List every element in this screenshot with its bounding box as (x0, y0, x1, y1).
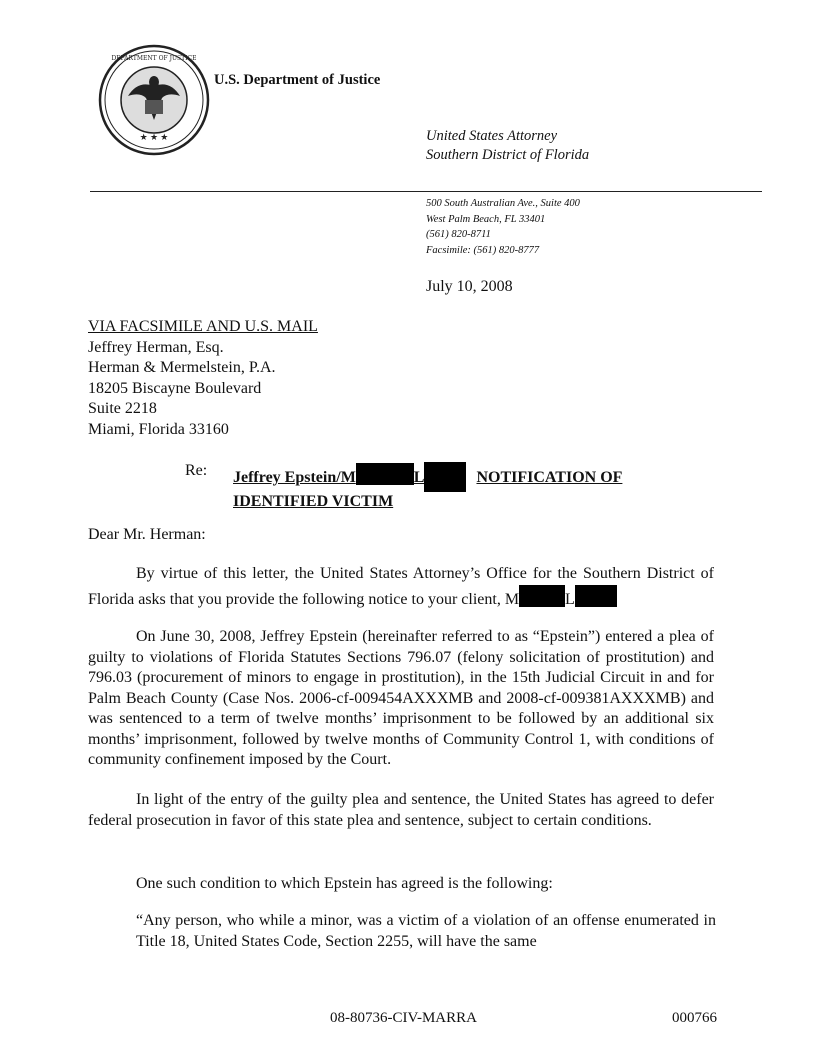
paragraph (88, 874, 714, 895)
footer-case-number: 08-80736-CIV-MARRA (330, 1010, 477, 1026)
office-block (426, 127, 589, 165)
paragraph-text: In light of the entry of the guilty plea and sentence, the United States has agreed to defer federal prosecution in favor of this state plea and sentence, subject to certain conditions. (88, 791, 714, 829)
letter-date: July 10, 2008 (426, 278, 513, 295)
paragraph-text: On June 30, 2008, Jeffrey Epstein (hereinafter referred to as “Epstein”) entered a plea of guilty to violations of Florida Statutes Sections 796.07 (felony solicitation of prostitution) and 796.03 (procurement of minors to engage in prostitution), in the 15th Judicial Circuit in and for Palm Beach County (Case Nos. 2006-cf-009454AXXXMB and 2008-cf-009381AXXXMB) and was sentenced to a term of twelve months’ imprisonment to be followed by an additional six months’ imprisonment, followed by twelve months of Community Control 1, with conditions of community confinement imposed by the Court. (88, 628, 714, 768)
address-line: (561) 820-8711 (426, 229, 491, 240)
re-subject-part: Jeffrey Epstein/M (233, 469, 356, 486)
re-subject (233, 462, 653, 512)
address-line: 500 South Australian Ave., Suite 400 (426, 198, 580, 209)
recipient-block (88, 317, 318, 440)
re-subject-line2: IDENTIFIED VICTIM (233, 493, 394, 510)
redaction-box (356, 463, 414, 485)
recipient-street: 18205 Biscayne Boulevard (88, 379, 262, 397)
redaction-box (424, 462, 466, 492)
paragraph (88, 790, 714, 831)
redaction-box (519, 585, 565, 607)
letterhead-divider (90, 191, 762, 192)
svg-text:★ ★ ★: ★ ★ ★ (139, 132, 169, 142)
delivery-method: VIA FACSIMILE AND U.S. MAIL (88, 318, 318, 335)
office-district: Southern District of Florida (426, 147, 590, 163)
paragraph-text: By virtue of this letter, the United States Attorney’s Office for the Southern District of Florida asks that you provide the following notice to your client, M (88, 565, 714, 608)
seal-text: DEPARTMENT OF JUSTICE (111, 55, 197, 62)
salutation: Dear Mr. Herman: (88, 526, 206, 543)
recipient-city: Miami, Florida 33160 (88, 420, 229, 438)
paragraph-text: One such condition to which Epstein has agreed is the following: (136, 875, 553, 892)
agency-name: U.S. Department of Justice (214, 72, 381, 88)
re-subject-part: NOTIFICATION OF (476, 469, 623, 486)
paragraph-text: “Any person, who while a minor, was a victim of a violation of an offense enumerated in Title 18, United States Code, Section 2255, will have the same (136, 912, 716, 950)
paragraph (88, 627, 714, 771)
address-line: Facsimile: (561) 820-8777 (426, 244, 540, 256)
redaction-box (575, 585, 617, 607)
recipient-name: Jeffrey Herman, Esq. (88, 338, 224, 356)
office-title: United States Attorney (426, 128, 558, 144)
paragraph-text: L (565, 590, 575, 608)
doj-seal-icon (98, 44, 210, 156)
doj-seal (98, 44, 210, 156)
footer-bates-number: 000766 (672, 1010, 717, 1026)
recipient-suite: Suite 2218 (88, 400, 157, 417)
office-address (426, 196, 580, 258)
address-line: West Palm Beach, FL 33401 (426, 213, 546, 225)
quoted-paragraph (136, 911, 716, 952)
re-subject-part: L (413, 469, 425, 486)
paragraph (88, 564, 714, 610)
re-label: Re: (185, 462, 208, 479)
recipient-firm: Herman & Mermelstein, P.A. (88, 359, 276, 376)
